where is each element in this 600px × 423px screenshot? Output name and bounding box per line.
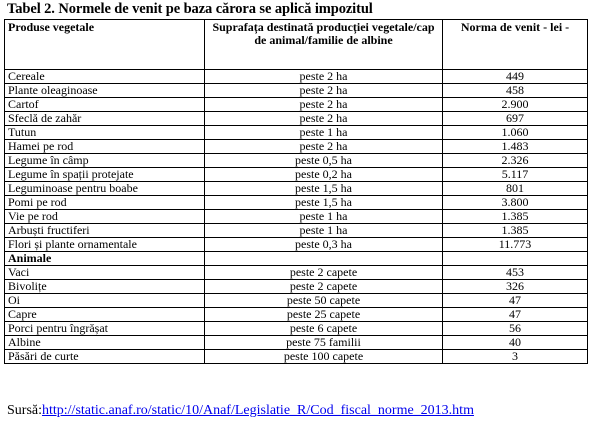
- income-norm-cell: 3.800: [443, 196, 588, 210]
- table-title: Tabel 2. Normele de venit pe baza cărora se aplică impozitul: [7, 1, 373, 17]
- income-norm-cell: 1.385: [443, 224, 588, 238]
- income-norms-table: [4, 19, 588, 364]
- table-row: [5, 238, 588, 252]
- income-norm-cell: 326: [443, 280, 588, 294]
- income-norm-cell: 697: [443, 112, 588, 126]
- header-products: Produse vegetale: [5, 20, 205, 70]
- product-name-cell: Vie pe rod: [5, 210, 205, 224]
- income-norm-cell: 40: [443, 336, 588, 350]
- area-cell: peste 25 capete: [205, 308, 443, 322]
- area-cell: peste 100 capete: [205, 350, 443, 364]
- area-cell: peste 50 capete: [205, 294, 443, 308]
- area-cell: peste 2 ha: [205, 112, 443, 126]
- area-cell: peste 1,5 ha: [205, 196, 443, 210]
- table-row: [5, 350, 588, 364]
- product-name-cell: Bivolițe: [5, 280, 205, 294]
- product-name-cell: Vaci: [5, 266, 205, 280]
- income-norm-cell: 449: [443, 70, 588, 84]
- table-row: [5, 336, 588, 350]
- area-cell: peste 2 ha: [205, 140, 443, 154]
- product-name-cell: Capre: [5, 308, 205, 322]
- table-row: [5, 70, 588, 84]
- income-norm-cell: 458: [443, 84, 588, 98]
- table-row: [5, 294, 588, 308]
- table-row: [5, 154, 588, 168]
- income-norm-cell: 801: [443, 182, 588, 196]
- table-row: [5, 322, 588, 336]
- product-name-cell: Hamei pe rod: [5, 140, 205, 154]
- area-cell: peste 1 ha: [205, 210, 443, 224]
- income-norm-cell: 56: [443, 322, 588, 336]
- product-name-cell: Albine: [5, 336, 205, 350]
- product-name-cell: Cereale: [5, 70, 205, 84]
- section-label: Animale: [5, 252, 205, 266]
- area-cell: peste 1,5 ha: [205, 182, 443, 196]
- section-row-animals: [5, 252, 588, 266]
- table-row: [5, 266, 588, 280]
- area-cell: peste 2 ha: [205, 70, 443, 84]
- income-norm-cell: 453: [443, 266, 588, 280]
- table-row: [5, 308, 588, 322]
- income-norm-cell: 2.326: [443, 154, 588, 168]
- table-row: [5, 140, 588, 154]
- area-cell: peste 2 capete: [205, 280, 443, 294]
- income-norm-cell: 3: [443, 350, 588, 364]
- area-cell: peste 1 ha: [205, 126, 443, 140]
- income-norm-cell: 11.773: [443, 238, 588, 252]
- empty-cell: [205, 252, 443, 266]
- income-norm-cell: 47: [443, 308, 588, 322]
- area-cell: peste 6 capete: [205, 322, 443, 336]
- table-row: [5, 280, 588, 294]
- area-cell: peste 2 ha: [205, 98, 443, 112]
- source-label: Sursă:: [7, 403, 42, 418]
- table-row: [5, 182, 588, 196]
- product-name-cell: Tutun: [5, 126, 205, 140]
- product-name-cell: Pomi pe rod: [5, 196, 205, 210]
- product-name-cell: Păsări de curte: [5, 350, 205, 364]
- income-norm-cell: 47: [443, 294, 588, 308]
- product-name-cell: Porci pentru îngrășat: [5, 322, 205, 336]
- header-area: Suprafața destinată producției vegetale/cap de animal/familie de albine: [205, 20, 443, 70]
- area-cell: peste 75 familii: [205, 336, 443, 350]
- income-norm-cell: 2.900: [443, 98, 588, 112]
- product-name-cell: Cartof: [5, 98, 205, 112]
- income-norm-cell: 5.117: [443, 168, 588, 182]
- product-name-cell: Leguminoase pentru boabe: [5, 182, 205, 196]
- table-row: [5, 112, 588, 126]
- area-cell: peste 2 capete: [205, 266, 443, 280]
- table-row: [5, 98, 588, 112]
- area-cell: peste 1 ha: [205, 224, 443, 238]
- product-name-cell: Legume în spații protejate: [5, 168, 205, 182]
- income-norm-cell: 1.060: [443, 126, 588, 140]
- product-name-cell: Sfeclă de zahăr: [5, 112, 205, 126]
- income-norm-cell: 1.483: [443, 140, 588, 154]
- source-link[interactable]: http://static.anaf.ro/static/10/Anaf/Legislatie_R/Cod_fiscal_norme_2013.htm: [42, 403, 474, 418]
- product-name-cell: Plante oleaginoase: [5, 84, 205, 98]
- product-name-cell: Legume în câmp: [5, 154, 205, 168]
- table-row: [5, 168, 588, 182]
- income-norm-cell: 1.385: [443, 210, 588, 224]
- header-row: [5, 20, 588, 70]
- source-line: [7, 403, 474, 419]
- table-row: [5, 210, 588, 224]
- area-cell: peste 0,2 ha: [205, 168, 443, 182]
- table-row: [5, 84, 588, 98]
- product-name-cell: Flori și plante ornamentale: [5, 238, 205, 252]
- area-cell: peste 0,5 ha: [205, 154, 443, 168]
- product-name-cell: Oi: [5, 294, 205, 308]
- table-row: [5, 126, 588, 140]
- product-name-cell: Arbuști fructiferi: [5, 224, 205, 238]
- area-cell: peste 0,3 ha: [205, 238, 443, 252]
- header-income-norm: Norma de venit - lei -: [443, 20, 588, 70]
- empty-cell: [443, 252, 588, 266]
- area-cell: peste 2 ha: [205, 84, 443, 98]
- table-row: [5, 224, 588, 238]
- table-row: [5, 196, 588, 210]
